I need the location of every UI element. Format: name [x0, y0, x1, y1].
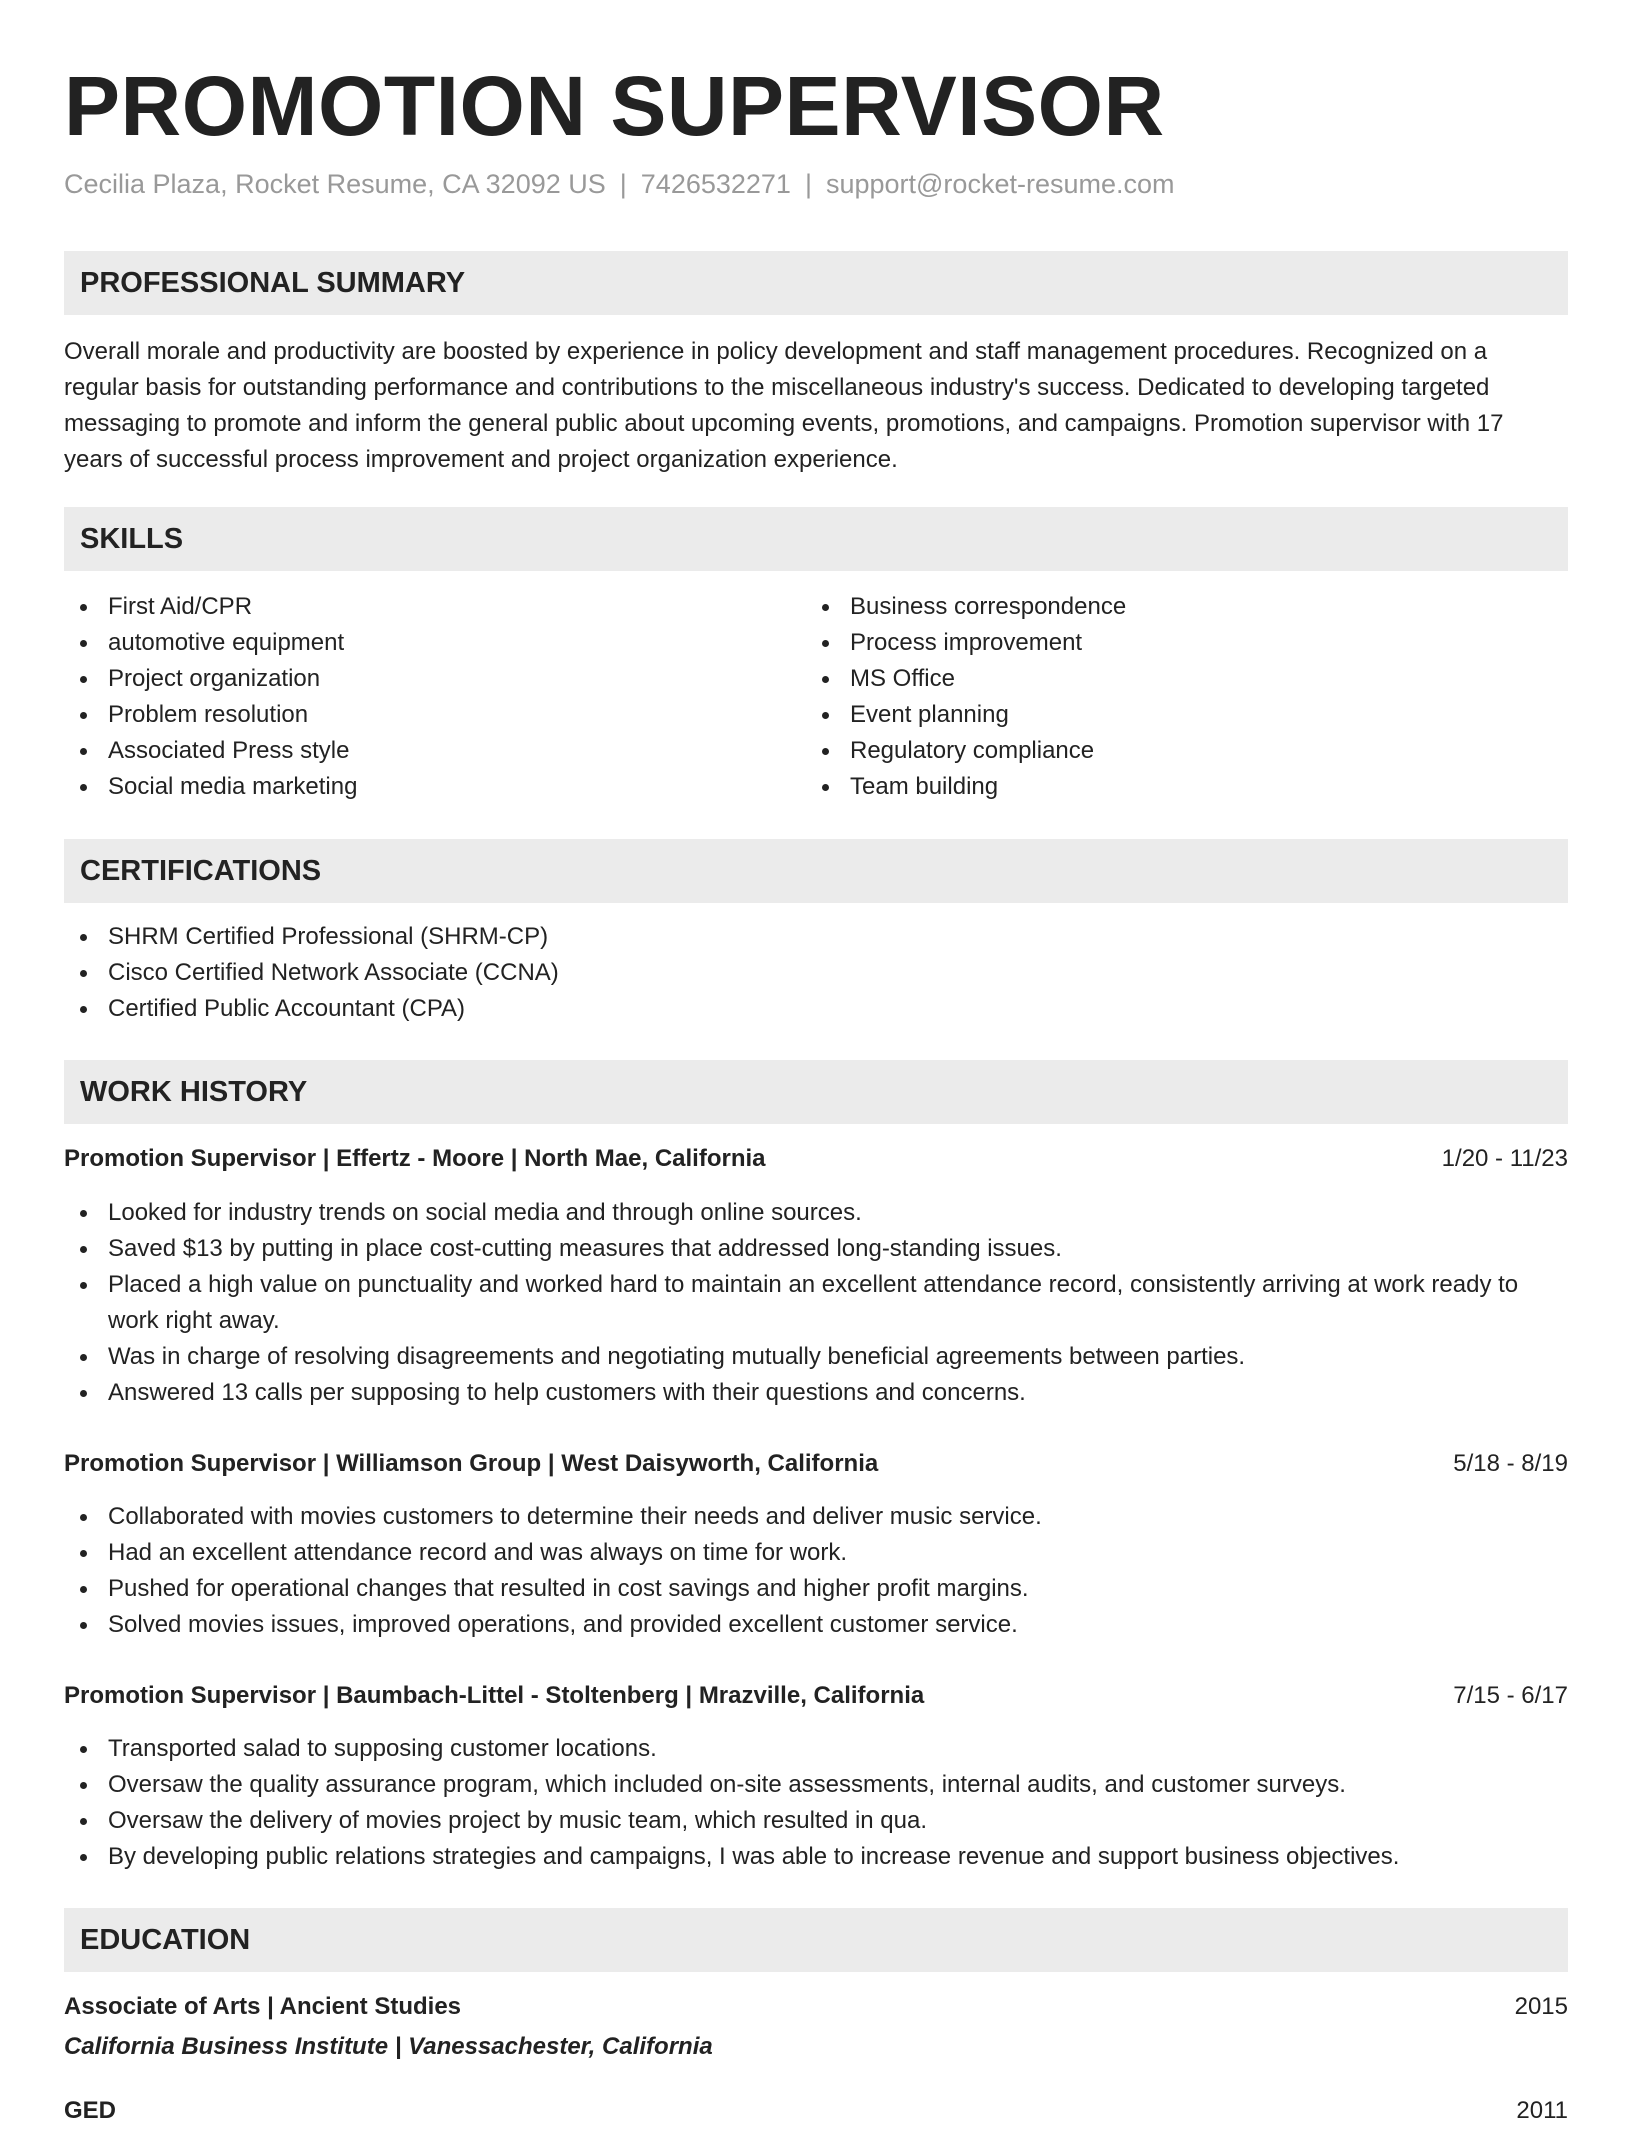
resume-name: PROMOTION SUPERVISOR	[64, 59, 1165, 153]
contact-separator: |	[619, 169, 627, 199]
education-school: California Business Institute | Vanessachester, California	[64, 2033, 713, 2060]
contact-separator: |	[804, 169, 812, 199]
job-bullet: Solved movies issues, improved operations, and provided excellent customer service.	[64, 1607, 1568, 1643]
education-degree: Associate of Arts | Ancient Studies	[64, 1993, 462, 2020]
certification-item: Certified Public Accountant (CPA)	[64, 991, 1568, 1027]
skill-item: Social media marketing	[64, 769, 804, 805]
job-title: Promotion Supervisor | Baumbach-Littel - Stoltenberg | Mrazville, California	[64, 1682, 925, 1709]
job-dates: 5/18 - 8/19	[1453, 1450, 1568, 1477]
skills-section-header	[64, 507, 1568, 571]
contact-email: support@rocket-resume.com	[825, 169, 1175, 199]
summary-text: Overall morale and productivity are boosted by experience in policy development and staff management procedures. Recognized on a regular basis for outstanding performance and contributions to the miscellaneous industry's success. Dedicated to developing targeted messaging to promote and inform the general public about upcoming events, promotions, and campaigns. Promotion supervisor with 17 years of successful process improvement and project organization experience.	[64, 338, 1504, 473]
education-section-header	[64, 1908, 1568, 1972]
job-title: Promotion Supervisor | Williamson Group | West Daisyworth, California	[64, 1450, 879, 1477]
job-bullet: Looked for industry trends on social media and through online sources.	[64, 1195, 1568, 1231]
contact-address: Cecilia Plaza, Rocket Resume, CA 32092 US	[64, 169, 606, 199]
job-bullet: Oversaw the quality assurance program, which included on-site assessments, internal audits, and customer surveys.	[64, 1767, 1568, 1803]
contact-line	[64, 166, 1175, 202]
education-heading	[64, 2093, 1568, 2129]
skill-item: Event planning	[806, 697, 1546, 733]
job-bullet: Placed a high value on punctuality and worked hard to maintain an excellent attendance record, consistently arriving at work ready to work right away.	[64, 1267, 1568, 1339]
skill-item: First Aid/CPR	[64, 589, 804, 625]
job-bullet: Saved $13 by putting in place cost-cutting measures that addressed long-standing issues.	[64, 1231, 1568, 1267]
skill-item: Business correspondence	[806, 589, 1546, 625]
certifications-title: CERTIFICATIONS	[80, 855, 322, 887]
education-title: EDUCATION	[80, 1924, 251, 1956]
skills-title: SKILLS	[80, 523, 184, 555]
job-heading	[64, 1678, 1568, 1714]
skill-item: Problem resolution	[64, 697, 804, 733]
job-heading	[64, 1141, 1568, 1177]
certification-item: SHRM Certified Professional (SHRM-CP)	[64, 919, 1568, 955]
job-heading	[64, 1446, 1568, 1482]
job-bullet: Had an excellent attendance record and was always on time for work.	[64, 1535, 1568, 1571]
skills-list-left	[64, 589, 804, 805]
job-bullets	[64, 1195, 1568, 1411]
education-heading	[64, 1989, 1568, 2025]
job-dates: 7/15 - 6/17	[1453, 1682, 1568, 1709]
job-dates: 1/20 - 11/23	[1441, 1145, 1568, 1172]
job-title: Promotion Supervisor | Effertz - Moore | North Mae, California	[64, 1145, 766, 1172]
skill-item: Associated Press style	[64, 733, 804, 769]
job-bullet: Pushed for operational changes that resulted in cost savings and higher profit margins.	[64, 1571, 1568, 1607]
job-bullet: Was in charge of resolving disagreements and negotiating mutually beneficial agreements between parties.	[64, 1339, 1568, 1375]
contact-phone: 7426532271	[640, 169, 791, 199]
job-bullet: Oversaw the delivery of movies project by music team, which resulted in qua.	[64, 1803, 1568, 1839]
summary-title: PROFESSIONAL SUMMARY	[80, 267, 466, 299]
skill-item: Process improvement	[806, 625, 1546, 661]
work-section-header	[64, 1060, 1568, 1124]
education-degree: GED	[64, 2097, 117, 2124]
job-bullet: Transported salad to supposing customer locations.	[64, 1731, 1568, 1767]
skill-item: MS Office	[806, 661, 1546, 697]
certifications-section-header	[64, 839, 1568, 903]
job-bullet: Answered 13 calls per supposing to help customers with their questions and concerns.	[64, 1375, 1568, 1411]
certification-item: Cisco Certified Network Associate (CCNA)	[64, 955, 1568, 991]
work-title: WORK HISTORY	[80, 1076, 308, 1108]
job-bullet: Collaborated with movies customers to determine their needs and deliver music service.	[64, 1499, 1568, 1535]
summary-section-header	[64, 251, 1568, 315]
education-year: 2011	[1516, 2097, 1568, 2124]
skill-item: automotive equipment	[64, 625, 804, 661]
skill-item: Project organization	[64, 661, 804, 697]
job-bullets	[64, 1499, 1568, 1643]
certifications-list	[64, 919, 1568, 1027]
education-year: 2015	[1514, 1993, 1568, 2020]
skill-item: Regulatory compliance	[806, 733, 1546, 769]
job-bullets	[64, 1731, 1568, 1875]
job-bullet: By developing public relations strategies and campaigns, I was able to increase revenue and support business objectives.	[64, 1839, 1568, 1875]
skills-list-right	[806, 589, 1546, 805]
skill-item: Team building	[806, 769, 1546, 805]
